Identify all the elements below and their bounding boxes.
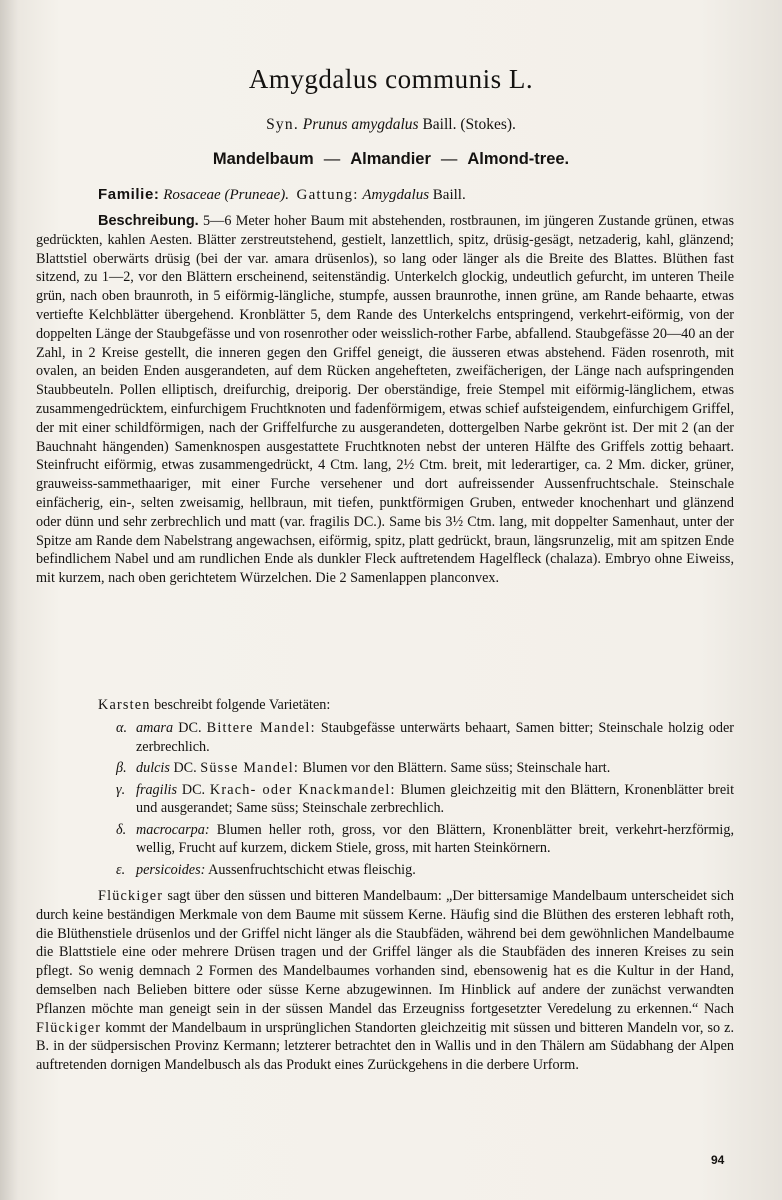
genus-label: Gattung: — [296, 187, 359, 203]
page-number: 94 — [711, 1153, 725, 1167]
common-name-french: Almandier — [350, 150, 431, 168]
flueckiger-author: Flückiger — [98, 888, 164, 904]
variety-letter: δ. — [116, 821, 127, 838]
variety-name: dulcis — [136, 760, 170, 776]
synonym-prefix: Syn. — [266, 116, 299, 133]
family-name: Rosaceae — [163, 187, 221, 203]
variety-text: Blumen heller roth, gross, vor den Blättern, Kronenblätter breit, verkehrt-herzförmig, wellig, Frucht auf kurzem, dickem Stiele, gross, mit harten Steinkörnern. — [136, 821, 735, 856]
description-heading: Beschreibung. — [98, 213, 199, 229]
varieties-intro — [98, 697, 330, 714]
name-separator: — — [440, 150, 458, 168]
flueckiger-text-continued: kommt der Mandelbaum in ursprünglichen Standorten gleichzeitig mit süssen und bitteren Mandeln vor, so z. B. in der südpersischen Provinz Kermann; letzterer betrachtet den in Wallis und in den Thälern am Südabhang der Alpen auftretenden dornigen Mandelbusch als das Produkt eines Zurückgehens in die derbere Urform. — [36, 1019, 735, 1074]
variety-author: DC. — [178, 720, 202, 736]
common-names — [0, 150, 782, 169]
name-separator: — — [323, 150, 341, 168]
family-line — [98, 186, 466, 204]
variety-item — [116, 759, 734, 778]
variety-name: persicoides: — [136, 861, 206, 878]
description-paragraph — [36, 212, 734, 588]
synonym-authority: Baill. (Stokes). — [422, 116, 516, 133]
variety-text: Blumen gleichzeitig mit den Blättern, Kronenblätter breit und ausgerandet; Same süss; Steinschale zerbrechlich. — [136, 781, 735, 816]
genus-author: Baill. — [432, 187, 466, 203]
variety-common-name: Krach- oder Knackmandel: — [209, 781, 396, 798]
variety-item — [116, 781, 734, 818]
variety-name: fragilis — [136, 781, 177, 798]
common-name-english: Almond-tree. — [467, 150, 570, 168]
synonym-name: Prunus amygdalus — [302, 116, 419, 133]
description-section — [36, 212, 734, 588]
variety-text: Blumen vor den Blättern. Same süss; Steinschale hart. — [302, 760, 611, 776]
varieties-list — [116, 719, 734, 882]
family-label: Familie: — [98, 186, 160, 203]
karsten-intro-text: beschreibt folgende Varietäten: — [154, 697, 331, 713]
variety-letter: α. — [116, 720, 127, 736]
karsten-author: Karsten — [98, 697, 151, 713]
genus-name: Amygdalus — [362, 187, 430, 203]
variety-common-name: Süsse Mandel: — [200, 760, 300, 776]
variety-text: Aussenfruchtschicht etwas fleischig. — [208, 861, 416, 878]
synonym-line — [0, 116, 782, 134]
variety-letter: β. — [116, 760, 127, 776]
variety-name: amara — [136, 720, 174, 736]
variety-author: DC. — [181, 781, 206, 798]
flueckiger-section — [36, 887, 734, 1075]
common-name-german: Mandelbaum — [212, 150, 314, 168]
variety-name: macrocarpa: — [136, 821, 210, 838]
description-text: 5—6 Meter hoher Baum mit abstehenden, rostbraunen, im jüngeren Zustande grünen, etwas gedrückten, kahlen Aesten. Blätter zerstreutstehend, gestielt, lanzettlich, spitz, drüsig-gesägt, netzaderig, kahl, glänzend; Blattstiel oberwärts drüsig (bei der var. amara drüsenlos), so lang oder länger als die Breite des Blattes. Blüthen fast sitzend, zu 1—2, vor den Blättern erscheinend, seitenständig. Unterkelch glockig, undeutlich gefurcht, im unteren Theile grün, nach oben braunroth, in 5 eiförmig-längliche, stumpfe, aussen braunrothe, innen grüne, am Rande behaarte, etwas vertiefte Kelchblätter übergehend. Kronblätter 5, dem Rande des Unterkelchs entspringend, verkehrt-eiförmig, von der doppelten Länge der Staubgefässe und von rosenrother oder weisslich-rother Farbe, abfallend. Staubgefässe 20—40 an der Zahl, in 2 Kreise gestellt, die inneren gegen den Griffel geneigt, die äusseren etwas abstehend. Fäden rosenroth, mit ovalen, an beiden Enden ausgerandeten, auf dem Rücken angehefteten, zweifächerigen, der Länge nach aufspringenden Staubbeuteln. Pollen elliptisch, dreifurchig, dreiporig. Der oberständige, freie Stempel mit eiförmig-länglichem, etwas zusammengedrücktem, einfurchigem Fruchtknoten und fadenförmigem, etwas schief aufsteigendem, einfurchigem Griffel, der mit einer schildförmigen, nach der Griffelfurche zu ausgerandeten, dottergelben Narbe gekrönt ist. Der mit 2 (an der Bauchnaht hängenden) Samenknospen ausgestattete Fruchtknoten nebst der unteren Hälfte des Griffels zottig behaart. Steinfrucht eiförmig, etwas zusammengedrückt, 4 Ctm. lang, 2½ Ctm. breit, mit lederartiger, ca. 2 Mm. dicker, grüner, grauweiss-sammethaariger, mit einer Furche versehener und dort aufreissender Aussenfruchtschale. Steinschale einfächerig, ein-, selten zweisamig, hellbraun, mit tiefen, punktförmigen Gruben, entweder knochenhart und glänzend oder dünn und sehr zerbrechlich und matt (var. fragilis DC.). Same bis 3½ Ctm. lang, mit doppelter Samenhaut, unter der Spitze am Rande dem Nabelstrang angewachsen, eiförmig, spitz, platt gedrückt, braun, längsrunzelig, mit am spitzen Ende befindlichem Nabel und am rundlichen Ende als dunkler Fleck auftretendem Hagelfleck (chalaza). Embryo ohne Eiweiss, mit kurzem, nach oben gerichtetem Würzelchen. Die 2 Samenlappen planconvex. — [36, 213, 734, 587]
variety-item — [116, 861, 734, 880]
page-title: Amygdalus communis L. — [248, 64, 534, 94]
flueckiger-paragraph — [36, 887, 734, 1075]
variety-common-name: Bittere Mandel: — [206, 720, 316, 736]
variety-letter: γ. — [116, 781, 126, 798]
variety-letter: ε. — [116, 861, 126, 878]
flueckiger-text: sagt über den süssen und bitteren Mandelbaum: „Der bittersamige Mandelbaum unterscheidet sich durch keine beständigen Merkmale von dem Baume mit süssem Kerne. Häufig sind die Blüthen des ersteren lebhaft roth, die Blüthenstiele drüsenlos und der Griffel nicht länger als die Staubfäden, während bei dem gewöhnlichen Mandelbaume die Blattstiele eine oder mehrere Drüsen tragen und der Griffel länger als die Staubfäden des inneren Kreises zu sein pflegt. So wenig demnach 2 Formen des Mandelbaumes vorhanden sind, ebensowenig hat es die Kultur in der Hand, demselben nach Belieben bittere oder süsse Kerne abzugewinnen. Im Hinblick auf andere der zunächst verwandten Pflanzen möchte man geneigt sein in der süssen Mandel das Erzeugniss fortgesetzter Veredelung zu erkennen.“ Nach — [36, 888, 735, 1017]
variety-text: Staubgefässe unterwärts behaart, Samen bitter; Steinschale holzig oder zerbrechlich. — [136, 720, 735, 755]
variety-item — [116, 719, 734, 756]
flueckiger-author: Flückiger — [36, 1019, 102, 1036]
subfamily-name: (Pruneae). — [224, 187, 290, 203]
variety-item — [116, 821, 734, 858]
variety-author: DC. — [173, 760, 197, 776]
